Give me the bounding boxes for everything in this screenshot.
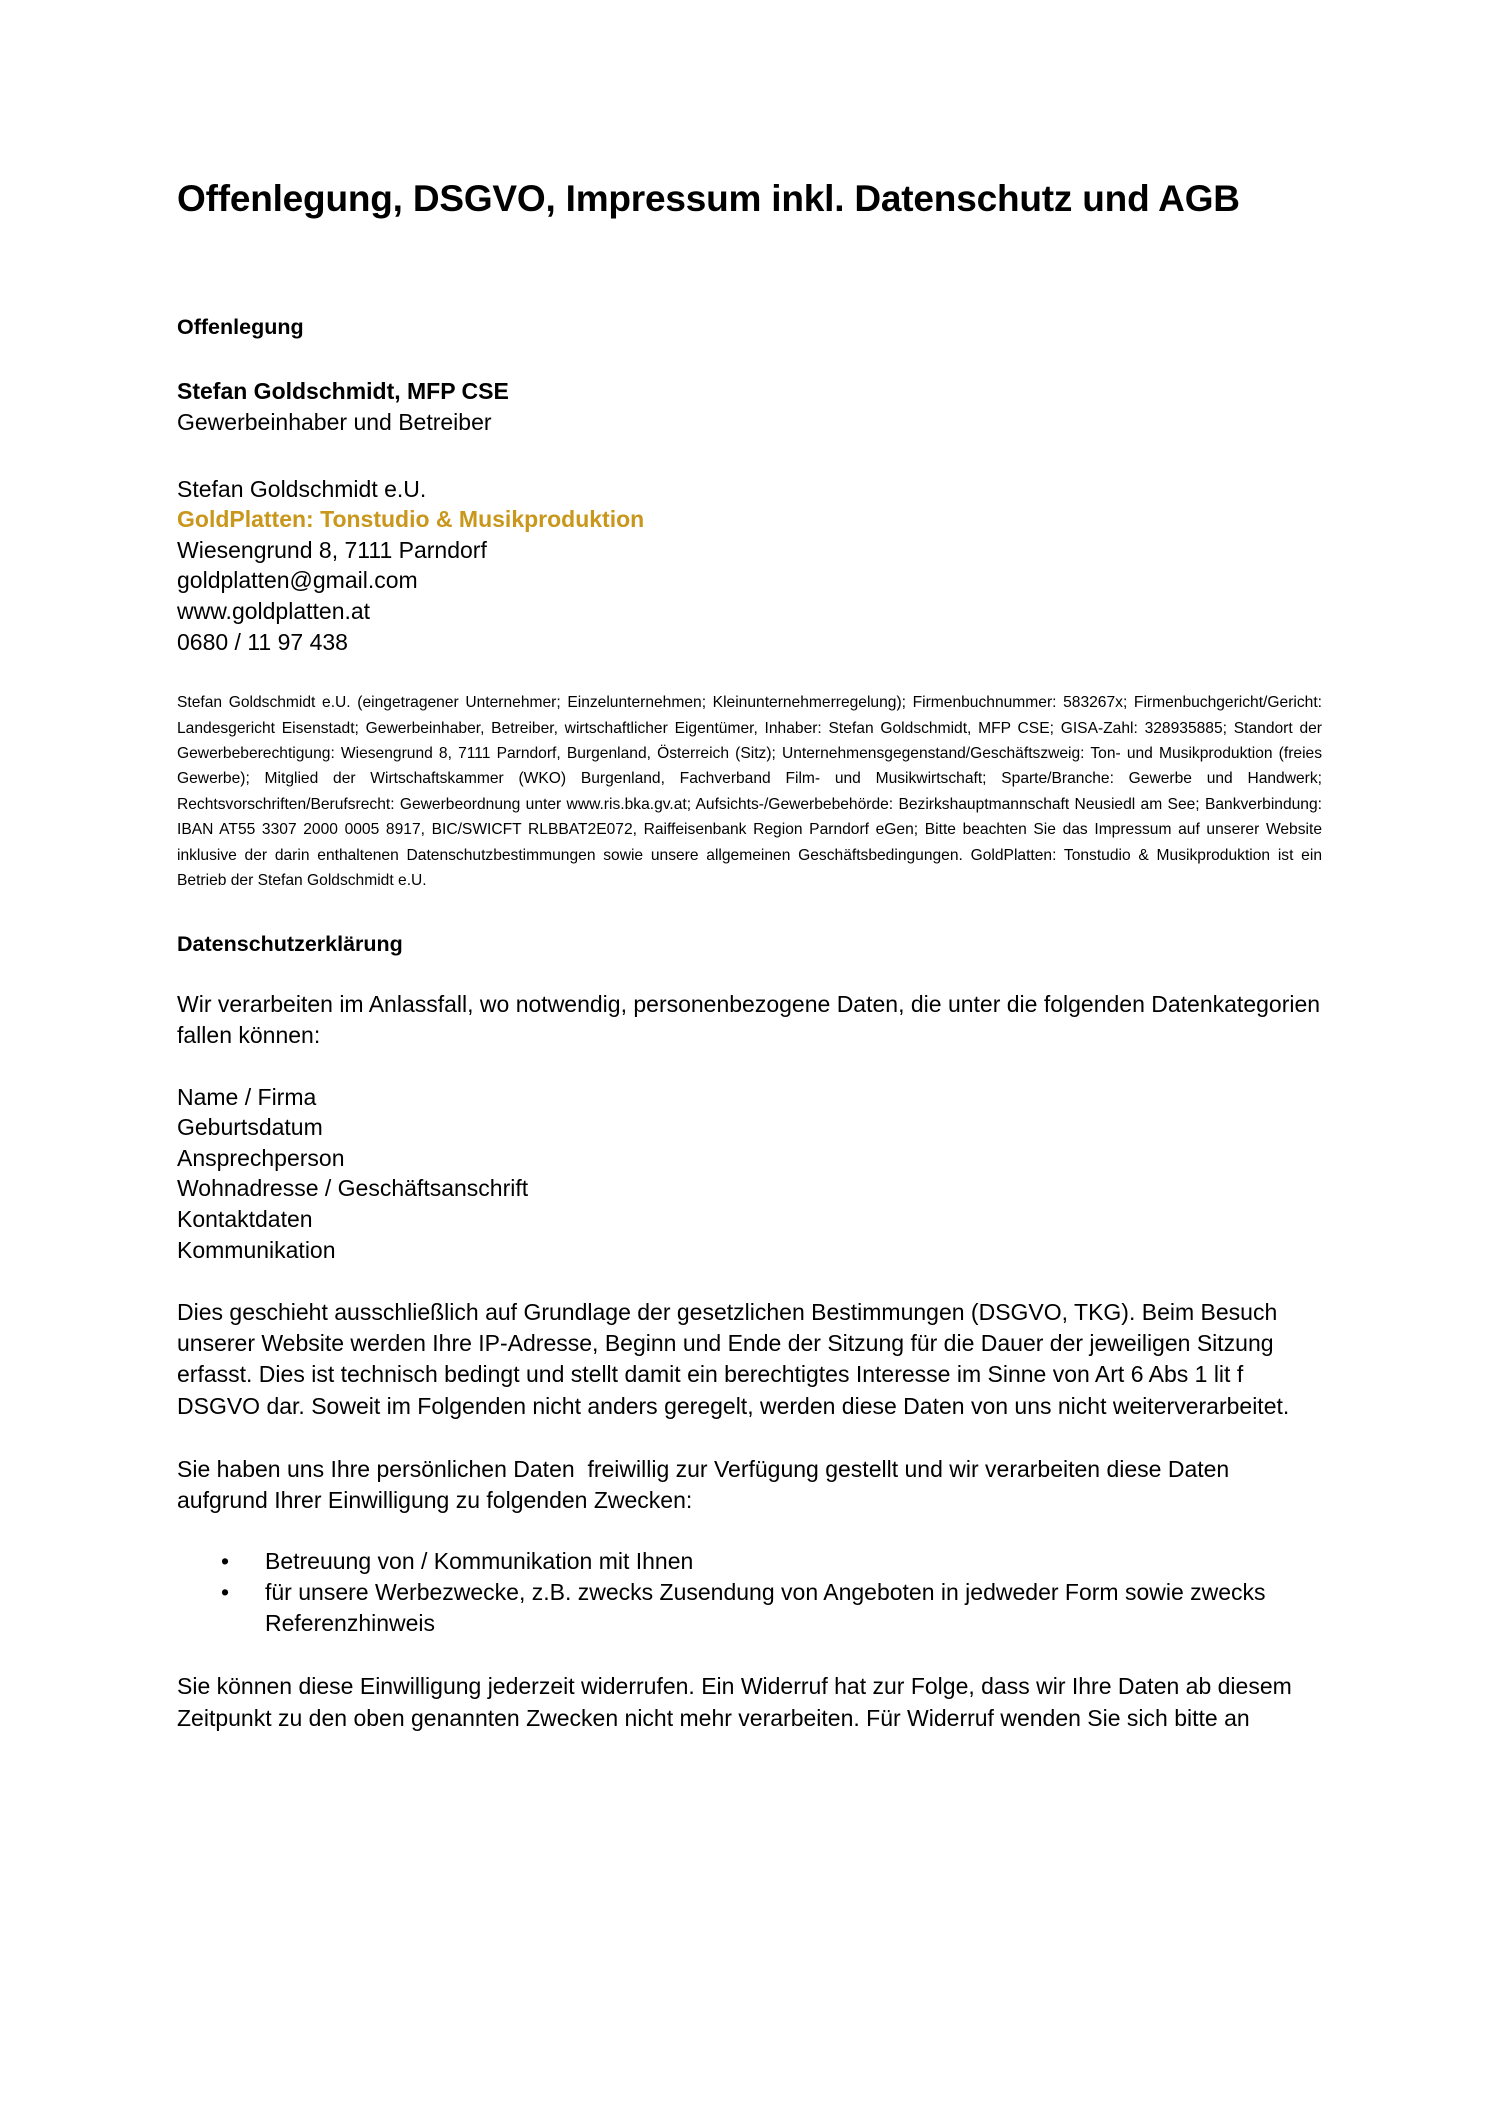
bullet-icon: •: [221, 1579, 230, 1606]
section-heading-datenschutzerklaerung: Datenschutzerklärung: [177, 932, 403, 957]
owner-role: Gewerbeinhaber und Betreiber: [177, 409, 492, 436]
datenschutz-intro-paragraph: Wir verarbeiten im Anlassfall, wo notwendig, personenbezogene Daten, die unter die folgenden Datenkategorien fallen können:: [177, 991, 1327, 1049]
bullet-icon: •: [221, 1548, 230, 1575]
list-item-label: Betreuung von / Kommunikation mit Ihnen: [265, 1548, 694, 1575]
list-item-label: für unsere Werbezwecke, z.B. zwecks Zusendung von Angeboten in jedweder Form sowie zwecks Referenzhinweis: [265, 1579, 1266, 1637]
owner-name: Stefan Goldschmidt, MFP CSE: [177, 378, 509, 405]
revocation-paragraph: Sie können diese Einwilligung jederzeit widerrufen. Ein Widerruf hat zur Folge, dass wir Ihre Daten ab diesem Zeitpunkt zu den oben genannten Zwecken nicht mehr verarbeiten. Für Widerruf wenden Sie sich bitte an: [177, 1673, 1299, 1731]
list-item: Ansprechperson: [177, 1144, 345, 1171]
list-item: Wohnadresse / Geschäftsanschrift: [177, 1175, 529, 1202]
company-address: Wiesengrund 8, 7111 Parndorf: [177, 536, 487, 563]
list-item: Kommunikation: [177, 1236, 336, 1263]
company-phone: 0680 / 11 97 438: [177, 628, 348, 655]
company-email: goldplatten@gmail.com: [177, 567, 418, 594]
brand-name: GoldPlatten: Tonstudio & Musikproduktion: [177, 506, 645, 533]
consent-paragraph: Sie haben uns Ihre persönlichen Daten freiwillig zur Verfügung gestellt und wir verarbeiten diese Daten aufgrund Ihrer Einwilligung zu folgenden Zwecken:: [177, 1455, 1236, 1513]
company-website: www.goldplatten.at: [177, 597, 371, 624]
purposes-bullet-list: [177, 1546, 1322, 1639]
list-item: Geburtsdatum: [177, 1114, 323, 1141]
list-item: Kontaktdaten: [177, 1205, 313, 1232]
data-category-list: [177, 1082, 1322, 1265]
list-item: [177, 1546, 1322, 1577]
list-item: Name / Firma: [177, 1083, 317, 1110]
page-title: Offenlegung, DSGVO, Impressum inkl. Datenschutz und AGB: [177, 178, 1240, 219]
legal-basis-paragraph: Dies geschieht ausschließlich auf Grundlage der gesetzlichen Bestimmungen (DSGVO, TKG). Beim Besuch unserer Website werden Ihre IP-Adresse, Beginn und Ende der Sitzung für die Dauer der jeweiligen Sitzung erfasst. Dies ist technisch bedingt und stellt damit ein berechtigtes Interesse im Sinne von Art 6 Abs 1 lit f DSGVO dar. Soweit im Folgenden nicht anders geregelt, werden diese Daten von uns nicht weiterverarbeitet.: [177, 1299, 1290, 1419]
company-legal-name: Stefan Goldschmidt e.U.: [177, 475, 427, 502]
legal-fineprint-paragraph: Stefan Goldschmidt e.U. (eingetragener Unternehmer; Einzelunternehmen; Kleinunternehmerregelung); Firmenbuchnummer: 583267x; Firmenbuchgericht/Gericht: Landesgericht Eisenstadt; Gewerbeinhaber, Betreiber, wirtschaftlicher Eigentümer, Inhaber: Stefan Goldschmidt, MFP CSE; GISA-Zahl: 328935885; Standort der Gewerbeberechtigung: Wiesengrund 8, 7111 Parndorf, Burgenland, Österreich (Sitz); Unternehmensgegenstand/Geschäftszweig: Ton- und Musikproduktion (freies Gewerbe); Mitglied der Wirtschaftskammer (WKO) Burgenland, Fachverband Film- und Musikwirtschaft; Sparte/Branche: Gewerbe und Handwerk; Rechtsvorschriften/Berufsrecht: Gewerbeordnung unter www.ris.bka.gv.at; Aufsichts-/Gewerbebehörde: Bezirkshauptmannschaft Neusiedl am See; Bankverbindung: IBAN AT55 3307 2000 0005 8917, BIC/SWICFT RLBBAT2E072, Raiffeisenbank Region Parndorf eGen; Bitte beachten Sie das Impressum auf unserer Website inklusive der darin enthaltenen Datenschutzbestimmungen sowie unsere allgemeinen Geschäftsbedingungen. GoldPlatten: Tonstudio & Musikproduktion ist ein Betrieb der Stefan Goldschmidt e.U.: [177, 694, 1322, 889]
list-item: [177, 1577, 1322, 1639]
document-content: [177, 0, 1327, 1734]
section-heading-offenlegung: Offenlegung: [177, 314, 304, 339]
